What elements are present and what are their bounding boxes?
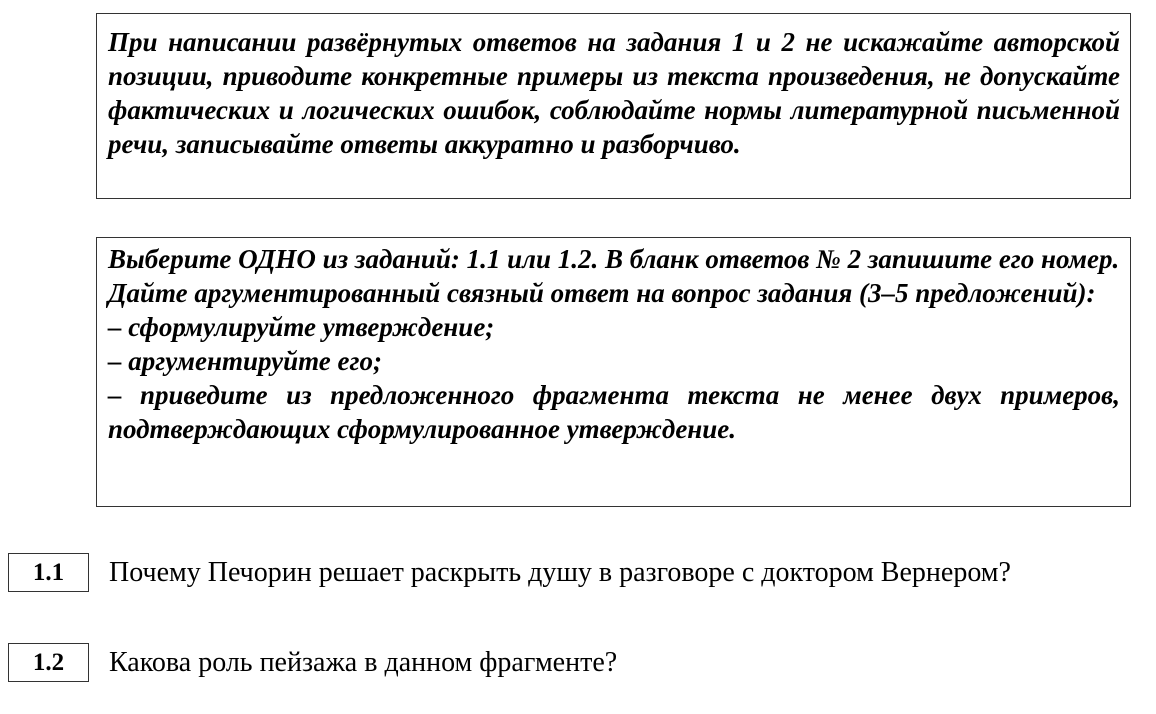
step-examples: – приведите из предложенного фрагмента текста не менее двух примеров, подтверждающих сформулированное утверждение. [108, 380, 1120, 444]
step-argue: – аргументируйте его; [108, 346, 382, 376]
task-question: Почему Печорин решает раскрыть душу в разговоре с доктором Вернером? [109, 557, 1011, 588]
instructions-text: При написании развёрнутых ответов на задания 1 и 2 не искажайте авторской позиции, приводите конкретные примеры из текста произведения, не допускайте фактических и логических ошибок, соблюдайте нормы литературной письменной речи, записывайте ответы аккуратно и разборчиво. [108, 27, 1120, 159]
answer-instruction-text: Дайте аргументированный связный ответ на вопрос задания (3–5 предложений): [108, 278, 1096, 308]
task-1-2 [8, 643, 617, 682]
task-choice-box [96, 237, 1131, 507]
task-number-badge: 1.2 [8, 643, 89, 682]
instructions-box [96, 13, 1131, 199]
task-1-1 [8, 553, 1011, 592]
step-formulate: – сформулируйте утверждение; [108, 312, 495, 342]
task-question: Какова роль пейзажа в данном фрагменте? [109, 647, 618, 678]
task-number-badge: 1.1 [8, 553, 89, 592]
choose-task-text: Выберите ОДНО из заданий: 1.1 или 1.2. В бланк ответов № 2 запишите его номер. [108, 244, 1120, 274]
